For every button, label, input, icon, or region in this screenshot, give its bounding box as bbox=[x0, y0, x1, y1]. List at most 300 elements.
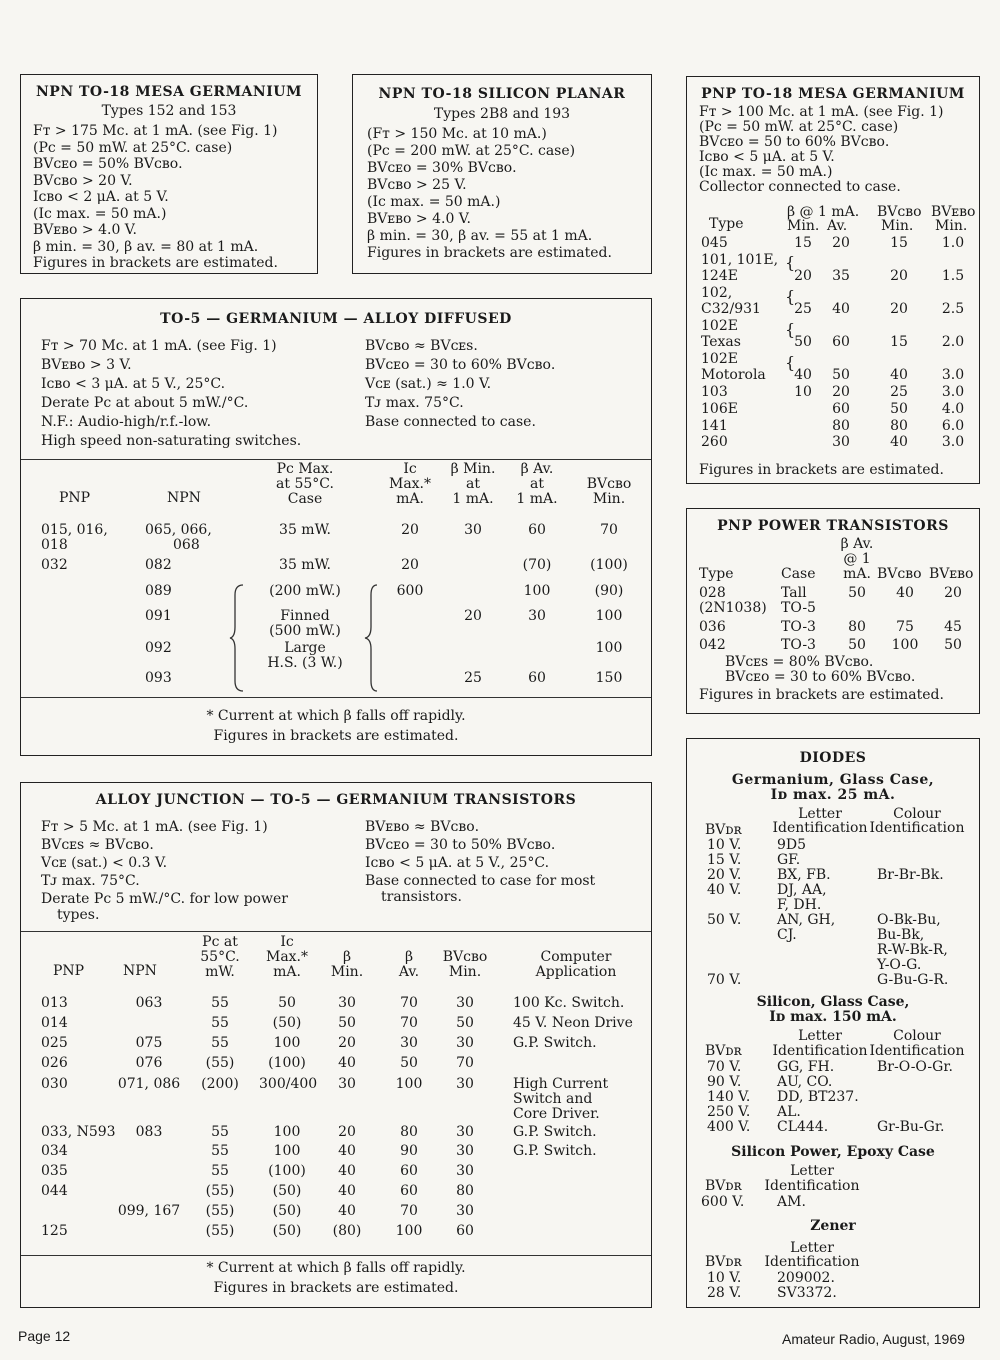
cell-beta-av: 50 bbox=[848, 585, 866, 601]
cell-beta-av: 50 bbox=[400, 1055, 418, 1071]
col-header-colour: Colour bbox=[893, 806, 941, 822]
cell-npn: 099, 167 bbox=[117, 1203, 181, 1219]
cell-pnp: 034 bbox=[41, 1143, 68, 1159]
cell-pc: 55 bbox=[211, 1143, 229, 1159]
box-title: PNP POWER TRANSISTORS bbox=[717, 518, 949, 534]
cell-pc: (55) bbox=[205, 1223, 235, 1239]
box-title: NPN TO-18 SILICON PLANAR bbox=[378, 86, 626, 102]
cell-letter: AU, CO. bbox=[777, 1074, 833, 1090]
spec-list-left bbox=[41, 818, 288, 922]
box-title: TO-5 — GERMANIUM — ALLOY DIFFUSED bbox=[160, 311, 512, 327]
header-line: β Av. bbox=[840, 536, 874, 552]
cell-voltage: 140 V. bbox=[707, 1089, 751, 1105]
cell-ic: 50 bbox=[278, 995, 296, 1011]
cell-beta-av: 70 bbox=[400, 1015, 418, 1031]
cell-beta-av: 60 bbox=[400, 1183, 418, 1199]
spec-list-right bbox=[365, 337, 555, 432]
spec-line: BVᴄʙᴏ ≈ BVᴄᴇs. bbox=[365, 338, 478, 354]
cell-type: 028 bbox=[699, 585, 726, 601]
page-number: Page 12 bbox=[18, 1328, 71, 1344]
cell-bvcbo: 20 bbox=[890, 268, 908, 284]
spec-line: (Pc = 50 mW. at 25°C. case) bbox=[33, 139, 233, 156]
cell-bvcbo: (100) bbox=[590, 557, 628, 573]
cell-beta-min: 25 bbox=[794, 301, 812, 317]
cell-application: G.P. Switch. bbox=[513, 1143, 597, 1159]
spec-line: BVᴇʙᴏ ≈ BVᴄʙᴏ. bbox=[365, 819, 480, 835]
spec-line: BVᴄʙᴏ > 25 V. bbox=[367, 177, 467, 193]
cell-voltage: 40 V. bbox=[707, 882, 742, 898]
header-line: BVᴄʙᴏ bbox=[442, 949, 488, 965]
cell-pc: 55 bbox=[211, 1015, 229, 1031]
cell-bvcbo: 60 bbox=[456, 1223, 474, 1239]
cell-npn: 063 bbox=[135, 995, 163, 1011]
cell-pnp: 018 bbox=[41, 537, 68, 553]
cell-ic: (50) bbox=[272, 1183, 302, 1199]
spec-line: β min. = 30, β av. = 55 at 1 mA. bbox=[367, 228, 593, 244]
cell-npn: 071, 086 bbox=[117, 1076, 181, 1092]
col-header-bav bbox=[509, 462, 565, 507]
cell-bvcbo: 30 bbox=[456, 995, 474, 1011]
spec-line: N.F.: Audio-high/r.f.-low. bbox=[41, 414, 212, 430]
header-line: mA. bbox=[396, 491, 424, 507]
cell-bvebo: 45 bbox=[944, 619, 962, 635]
cell-beta-av: 40 bbox=[832, 301, 850, 317]
col-header-pnp: PNP bbox=[53, 963, 85, 979]
col-header-letter: Identification bbox=[772, 820, 868, 836]
cell-ic: 20 bbox=[401, 557, 419, 573]
spec-line: Iᴄʙᴏ < 5 μA. at 5 V., 25°C. bbox=[365, 855, 550, 871]
cell-bvcbo: (90) bbox=[594, 583, 624, 599]
cell-pc: (55) bbox=[205, 1183, 235, 1199]
cell-bvcbo: 25 bbox=[890, 384, 908, 400]
cell-type: C32/931 bbox=[701, 301, 761, 317]
cell-bvcbo: 70 bbox=[600, 522, 618, 538]
cell-bvcbo: 30 bbox=[456, 1076, 474, 1092]
section-title: Zener bbox=[810, 1218, 856, 1234]
col-header-ic bbox=[385, 462, 435, 507]
brace-right-icon bbox=[363, 583, 379, 693]
col-header-bmin bbox=[445, 462, 501, 507]
col-header-min: Min. bbox=[787, 218, 820, 234]
cell-letter: GF. bbox=[777, 852, 801, 868]
col-header-pc bbox=[255, 462, 355, 507]
header-line: at bbox=[530, 476, 544, 492]
cell-bvcbo: 30 bbox=[456, 1124, 474, 1140]
divider bbox=[21, 697, 651, 698]
header-line: at 55°C. bbox=[276, 476, 334, 492]
cell-beta-min: 15 bbox=[794, 235, 812, 251]
cell-letter: AL. bbox=[777, 1104, 801, 1120]
cell-beta-av: 80 bbox=[400, 1124, 418, 1140]
alloy-junction-box bbox=[20, 782, 652, 1308]
header-line: mA. bbox=[843, 566, 871, 582]
spec-line: (Ic max. = 50 mA.) bbox=[367, 194, 501, 210]
cell-beta-av: (70) bbox=[522, 557, 552, 573]
cell-beta-av: 30 bbox=[832, 434, 850, 450]
spec-line: Base connected to case. bbox=[365, 414, 536, 430]
cell-beta-min: 40 bbox=[338, 1183, 356, 1199]
cell-letter: SV3372. bbox=[777, 1285, 837, 1301]
header-line: Ic bbox=[403, 461, 417, 477]
spec-line: BVᴄᴇs ≈ BVᴄʙᴏ. bbox=[41, 837, 154, 853]
npn-to18-planar-box bbox=[352, 74, 652, 274]
spec-list-right bbox=[365, 818, 595, 904]
cell-beta-min: 30 bbox=[338, 1076, 356, 1092]
cell-voltage: 600 V. bbox=[701, 1194, 745, 1210]
cell-pnp: 032 bbox=[41, 557, 68, 573]
cell-beta-av: 90 bbox=[400, 1143, 418, 1159]
cell-colour: Gr-Bu-Gr. bbox=[877, 1119, 945, 1135]
header-line: Pc Max. bbox=[276, 461, 334, 477]
cell-beta-min: 25 bbox=[464, 670, 482, 686]
col-header-type: Type bbox=[699, 566, 734, 582]
spec-line: (Fт > 150 Mc. at 10 mA.) bbox=[367, 126, 547, 142]
cell-letter: F, DH. bbox=[777, 897, 822, 913]
spec-line: Iᴄʙᴏ < 3 μA. at 5 V., 25°C. bbox=[41, 376, 226, 392]
cell-npn: 065, 066, bbox=[145, 522, 212, 538]
cell-ic: 100 bbox=[273, 1143, 301, 1159]
spec-line: Fт > 175 Mc. at 1 mA. (see Fig. 1) bbox=[33, 123, 278, 139]
cell-npn: 092 bbox=[145, 640, 172, 656]
col-header-bvebo: BVᴇʙᴏ bbox=[929, 566, 974, 582]
cell-pnp: 030 bbox=[41, 1076, 68, 1092]
cell-pc: (500 mW.) bbox=[269, 623, 341, 639]
box-title: PNP TO-18 MESA GERMANIUM bbox=[701, 86, 965, 102]
cell-beta-min: (80) bbox=[332, 1223, 362, 1239]
cell-bvcbo: 15 bbox=[890, 334, 908, 350]
cell-bvcbo: 50 bbox=[456, 1015, 474, 1031]
cell-bvebo: 1.0 bbox=[941, 235, 965, 251]
cell-beta-min: 20 bbox=[464, 608, 482, 624]
cell-beta-av: 60 bbox=[832, 334, 850, 350]
cell-beta-min: 20 bbox=[338, 1124, 356, 1140]
cell-bvebo: 6.0 bbox=[941, 418, 965, 434]
cell-type: 106E bbox=[701, 401, 738, 417]
cell-bvcbo: 15 bbox=[890, 235, 908, 251]
header-line: 1 mA. bbox=[516, 491, 558, 507]
cell-beta-av: 70 bbox=[400, 1203, 418, 1219]
cell-bvebo: 2.0 bbox=[941, 334, 965, 350]
cell-bvcbo: 70 bbox=[456, 1055, 474, 1071]
cell-bvebo: 3.0 bbox=[941, 434, 965, 450]
cell-npn: 076 bbox=[135, 1055, 163, 1071]
cell-pc: 55 bbox=[211, 1163, 229, 1179]
header-line: Av. bbox=[398, 964, 420, 980]
col-header-bvcbo: BVᴄʙᴏ bbox=[877, 204, 922, 220]
cell-beta-av: 70 bbox=[400, 995, 418, 1011]
note-line: * Current at which β falls off rapidly. bbox=[206, 1260, 466, 1276]
diodes-box bbox=[686, 738, 980, 1308]
cell-type: 103 bbox=[701, 384, 728, 400]
cell-voltage: 250 V. bbox=[707, 1104, 751, 1120]
spec-list bbox=[33, 123, 278, 272]
cell-voltage: 400 V. bbox=[707, 1119, 751, 1135]
spec-line: BVᴄᴇᴏ = 30 to 50% BVᴄʙᴏ. bbox=[365, 837, 556, 853]
col-header-av: Av. bbox=[827, 218, 848, 234]
cell-pc: 55 bbox=[211, 1035, 229, 1051]
cell-bvcbo: 80 bbox=[890, 418, 908, 434]
cell-bvcbo: 30 bbox=[456, 1163, 474, 1179]
header-line: Case bbox=[287, 491, 323, 507]
cell-beta-min: 40 bbox=[338, 1143, 356, 1159]
cell-pnp: 014 bbox=[41, 1015, 68, 1031]
note-line: Figures in brackets are estimated. bbox=[213, 728, 459, 744]
cell-type: 102E bbox=[701, 318, 738, 334]
header-line: Application bbox=[535, 964, 617, 980]
pnp-to18-mesa-box bbox=[686, 76, 980, 484]
spec-line: BVᴇʙᴏ > 3 V. bbox=[41, 357, 132, 373]
col-header-bvebo: BVᴇʙᴏ bbox=[931, 204, 976, 220]
section-subtitle: Iᴅ max. 150 mA. bbox=[769, 1009, 897, 1025]
box-title: NPN TO-18 MESA GERMANIUM bbox=[36, 84, 302, 100]
spec-line: Vᴄᴇ (sat.) ≈ 1.0 V. bbox=[365, 376, 492, 392]
spec-line: Fт > 70 Mc. at 1 mA. (see Fig. 1) bbox=[41, 338, 277, 354]
box-footer: Figures in brackets are estimated. bbox=[699, 687, 944, 703]
cell-bvcbo: 50 bbox=[890, 401, 908, 417]
spec-list bbox=[699, 105, 944, 195]
brace-icon: { bbox=[785, 253, 796, 272]
cell-type: 101, 101E, bbox=[701, 252, 779, 268]
cell-colour: G-Bu-G-R. bbox=[877, 972, 949, 988]
cell-beta-min: 40 bbox=[338, 1163, 356, 1179]
cell-colour: Br-O-O-Gr. bbox=[877, 1059, 953, 1075]
col-header-letter: Letter bbox=[790, 1240, 834, 1256]
cell-voltage: 50 V. bbox=[707, 912, 742, 928]
cell-bvcbo: 20 bbox=[890, 301, 908, 317]
cell-npn: 091 bbox=[145, 608, 172, 624]
cell-ic: 100 bbox=[273, 1035, 301, 1051]
divider bbox=[21, 459, 651, 460]
spec-line: BVᴇʙᴏ > 4.0 V. bbox=[33, 222, 137, 238]
spec-line: (Ic max. = 50 mA.) bbox=[699, 164, 833, 180]
spec-line: Derate Pc at about 5 mW./°C. bbox=[41, 395, 249, 411]
cell-type: 141 bbox=[701, 418, 728, 434]
spec-line: BVᴇʙᴏ > 4.0 V. bbox=[367, 211, 471, 227]
header-line: 55°C. bbox=[200, 949, 240, 965]
cell-letter: GG, FH. bbox=[777, 1059, 835, 1075]
cell-beta-av: 60 bbox=[528, 670, 546, 686]
brace-icon: { bbox=[785, 353, 796, 372]
col-header-letter: Letter bbox=[798, 1028, 842, 1044]
header-line: β Av. bbox=[520, 461, 554, 477]
spec-line: Derate Pc 5 mW./°C. for low power bbox=[41, 891, 288, 907]
cell-colour: R-W-Bk-R, bbox=[877, 942, 948, 958]
spec-line: Iᴄʙᴏ < 2 μA. at 5 V. bbox=[33, 189, 169, 205]
cell-npn: 068 bbox=[173, 537, 200, 553]
spec-line: Tᴊ max. 75°C. bbox=[365, 395, 464, 411]
section-title: Germanium, Glass Case, bbox=[731, 772, 935, 788]
cell-bvebo: 50 bbox=[944, 637, 962, 653]
brace-left-icon bbox=[229, 583, 245, 693]
cell-voltage: 20 V. bbox=[707, 867, 742, 883]
header-line: at bbox=[466, 476, 480, 492]
cell-application: Switch and bbox=[513, 1091, 593, 1107]
cell-beta-min: 10 bbox=[794, 384, 812, 400]
section-title: Silicon, Glass Case, bbox=[756, 994, 910, 1010]
cell-ic: 20 bbox=[401, 522, 419, 538]
cell-pc: (200) bbox=[201, 1076, 239, 1092]
cell-pc: Finned bbox=[280, 608, 330, 624]
cell-beta-min: 30 bbox=[338, 995, 356, 1011]
header-line: Min. bbox=[448, 964, 482, 980]
cell-beta-av: 100 bbox=[395, 1223, 423, 1239]
cell-pnp: 044 bbox=[41, 1183, 68, 1199]
cell-beta-min: 50 bbox=[794, 334, 812, 350]
col-header-min: Min. bbox=[935, 218, 968, 234]
col-header-npn: NPN bbox=[167, 490, 201, 506]
cell-type: 036 bbox=[699, 619, 726, 635]
col-header-bvdr: BVᴅʀ bbox=[705, 822, 742, 838]
cell-letter: BX, FB. bbox=[777, 867, 831, 883]
cell-bvebo: 2.5 bbox=[941, 301, 965, 317]
cell-voltage: 10 V. bbox=[707, 837, 742, 853]
brace-icon: { bbox=[785, 287, 796, 306]
cell-letter: DJ, AA, bbox=[777, 882, 827, 898]
cell-pc: (55) bbox=[205, 1203, 235, 1219]
cell-bvebo: 1.5 bbox=[941, 268, 965, 284]
col-header-colour: Identification bbox=[869, 820, 965, 836]
col-header-min: Min. bbox=[881, 218, 914, 234]
cell-beta-av: 60 bbox=[832, 401, 850, 417]
header-line: mA. bbox=[273, 964, 301, 980]
spec-line: Base connected to case for most bbox=[365, 873, 596, 889]
header-line: Max.* bbox=[265, 949, 309, 965]
cell-pc: (200 mW.) bbox=[269, 583, 341, 599]
header-line: Ic bbox=[280, 934, 294, 950]
cell-voltage: 90 V. bbox=[707, 1074, 742, 1090]
note-line: * Current at which β falls off rapidly. bbox=[206, 708, 466, 724]
cell-pnp: 025 bbox=[41, 1035, 68, 1051]
spec-line: Collector connected to case. bbox=[699, 179, 901, 195]
cell-bvcbo: 30 bbox=[456, 1143, 474, 1159]
header-line: Min. bbox=[330, 964, 364, 980]
cell-letter: AM. bbox=[777, 1194, 806, 1210]
cell-type: Texas bbox=[701, 334, 741, 350]
cell-pc: (55) bbox=[205, 1055, 235, 1071]
cell-beta-av: 20 bbox=[832, 235, 850, 251]
spec-line: Figures in brackets are estimated. bbox=[33, 255, 278, 271]
cell-ic: (50) bbox=[272, 1015, 302, 1031]
cell-beta-av: 100 bbox=[395, 1076, 423, 1092]
col-header-app bbox=[521, 950, 631, 980]
cell-case: TO-5 bbox=[781, 600, 816, 616]
cell-npn: 093 bbox=[145, 670, 172, 686]
cell-beta-av: 60 bbox=[528, 522, 546, 538]
pnp-power-box bbox=[686, 508, 980, 714]
cell-type: 042 bbox=[699, 637, 726, 653]
box-title: DIODES bbox=[799, 750, 867, 766]
col-header-letter: Letter bbox=[798, 806, 842, 822]
spec-line: (Pc = 200 mW. at 25°C. case) bbox=[367, 143, 576, 159]
cell-pc: 55 bbox=[211, 995, 229, 1011]
header-line: @ 1 bbox=[843, 551, 871, 567]
col-header-colour: Colour bbox=[893, 1028, 941, 1044]
col-header-bvdr: BVᴅʀ bbox=[705, 1178, 742, 1194]
cell-bvcbo: 30 bbox=[456, 1203, 474, 1219]
col-header-letter: Identification bbox=[764, 1178, 860, 1194]
cell-voltage: 70 V. bbox=[707, 972, 742, 988]
cell-pnp: 035 bbox=[41, 1163, 68, 1179]
header-line: Max.* bbox=[388, 476, 432, 492]
header-line: β bbox=[342, 949, 352, 965]
col-header-pnp: PNP bbox=[59, 490, 91, 506]
col-header-bvcbo bbox=[435, 950, 495, 980]
spec-line: Tᴊ max. 75°C. bbox=[41, 873, 140, 889]
cell-bvcbo: 75 bbox=[896, 619, 914, 635]
cell-ic: (50) bbox=[272, 1223, 302, 1239]
box-subtitle: Types 2B8 and 193 bbox=[433, 106, 571, 122]
cell-npn: 083 bbox=[135, 1124, 163, 1140]
cell-beta-min: 40 bbox=[338, 1055, 356, 1071]
box-subtitle: Types 152 and 153 bbox=[101, 103, 237, 119]
cell-colour: Y-O-G. bbox=[877, 957, 922, 973]
cell-colour: Br-Br-Bk. bbox=[877, 867, 944, 883]
section-title: Silicon Power, Epoxy Case bbox=[731, 1144, 935, 1160]
spec-line: Fт > 100 Mc. at 1 mA. (see Fig. 1) bbox=[699, 104, 944, 120]
col-header-bav bbox=[389, 950, 429, 980]
cell-type: 045 bbox=[701, 235, 728, 251]
cell-bvebo: 3.0 bbox=[941, 384, 965, 400]
cell-ic: 300/400 bbox=[259, 1076, 318, 1092]
cell-application: Core Driver. bbox=[513, 1106, 600, 1122]
spec-line: BVᴄᴇᴏ = 50 to 60% BVᴄʙᴏ. bbox=[699, 134, 890, 150]
cell-bvebo: 4.0 bbox=[941, 401, 965, 417]
cell-letter: CL444. bbox=[777, 1119, 829, 1135]
cell-npn: 089 bbox=[145, 583, 172, 599]
header-line: Pc at bbox=[202, 934, 238, 950]
cell-pnp: 026 bbox=[41, 1055, 68, 1071]
col-header-letter: Letter bbox=[790, 1163, 834, 1179]
spec-line: Iᴄʙᴏ < 5 μA. at 5 V. bbox=[699, 149, 835, 165]
cell-type: Motorola bbox=[701, 367, 766, 383]
cell-bvebo: 20 bbox=[944, 585, 962, 601]
cell-application: G.P. Switch. bbox=[513, 1035, 597, 1051]
cell-colour: Bu-Bk, bbox=[877, 927, 925, 943]
cell-letter: DD, BT237. bbox=[777, 1089, 859, 1105]
cell-bvcbo: 100 bbox=[595, 608, 623, 624]
cell-letter: 209002. bbox=[777, 1270, 835, 1286]
col-header-letter: Identification bbox=[772, 1043, 868, 1059]
spec-line: BVᴄᴇs = 80% BVᴄʙᴏ. bbox=[725, 654, 874, 670]
cell-type: (2N1038) bbox=[699, 600, 767, 616]
header-line: 1 mA. bbox=[452, 491, 494, 507]
cell-bvcbo: 40 bbox=[896, 585, 914, 601]
cell-type: 102, bbox=[701, 285, 733, 301]
col-header-case: Case bbox=[781, 566, 816, 582]
col-header-bmin bbox=[327, 950, 367, 980]
header-line: β Min. bbox=[450, 461, 496, 477]
col-header-letter: Identification bbox=[764, 1254, 860, 1270]
cell-case: Tall bbox=[781, 585, 807, 601]
cell-voltage: 28 V. bbox=[707, 1285, 742, 1301]
cell-ic: (100) bbox=[268, 1055, 306, 1071]
cell-beta-av: 80 bbox=[848, 619, 866, 635]
cell-beta-av: 35 bbox=[832, 268, 850, 284]
col-header-bvdr: BVᴅʀ bbox=[705, 1254, 742, 1270]
cell-pc: H.S. (3 W.) bbox=[267, 655, 343, 671]
cell-pnp: 125 bbox=[41, 1223, 68, 1239]
col-header-bvcbo bbox=[577, 477, 641, 507]
box-title: ALLOY JUNCTION — TO-5 — GERMANIUM TRANSISTORS bbox=[95, 792, 577, 808]
cell-application: 45 V. Neon Drive bbox=[513, 1015, 633, 1031]
cell-beta-av: 50 bbox=[832, 367, 850, 383]
cell-beta-av: 20 bbox=[832, 384, 850, 400]
spec-line: (Pc = 50 mW. at 25°C. case) bbox=[699, 119, 899, 135]
col-header-npn: NPN bbox=[123, 963, 157, 979]
cell-beta-av: 50 bbox=[848, 637, 866, 653]
cell-letter: 9D5 bbox=[777, 837, 807, 853]
npn-to18-mesa-box bbox=[20, 74, 318, 274]
